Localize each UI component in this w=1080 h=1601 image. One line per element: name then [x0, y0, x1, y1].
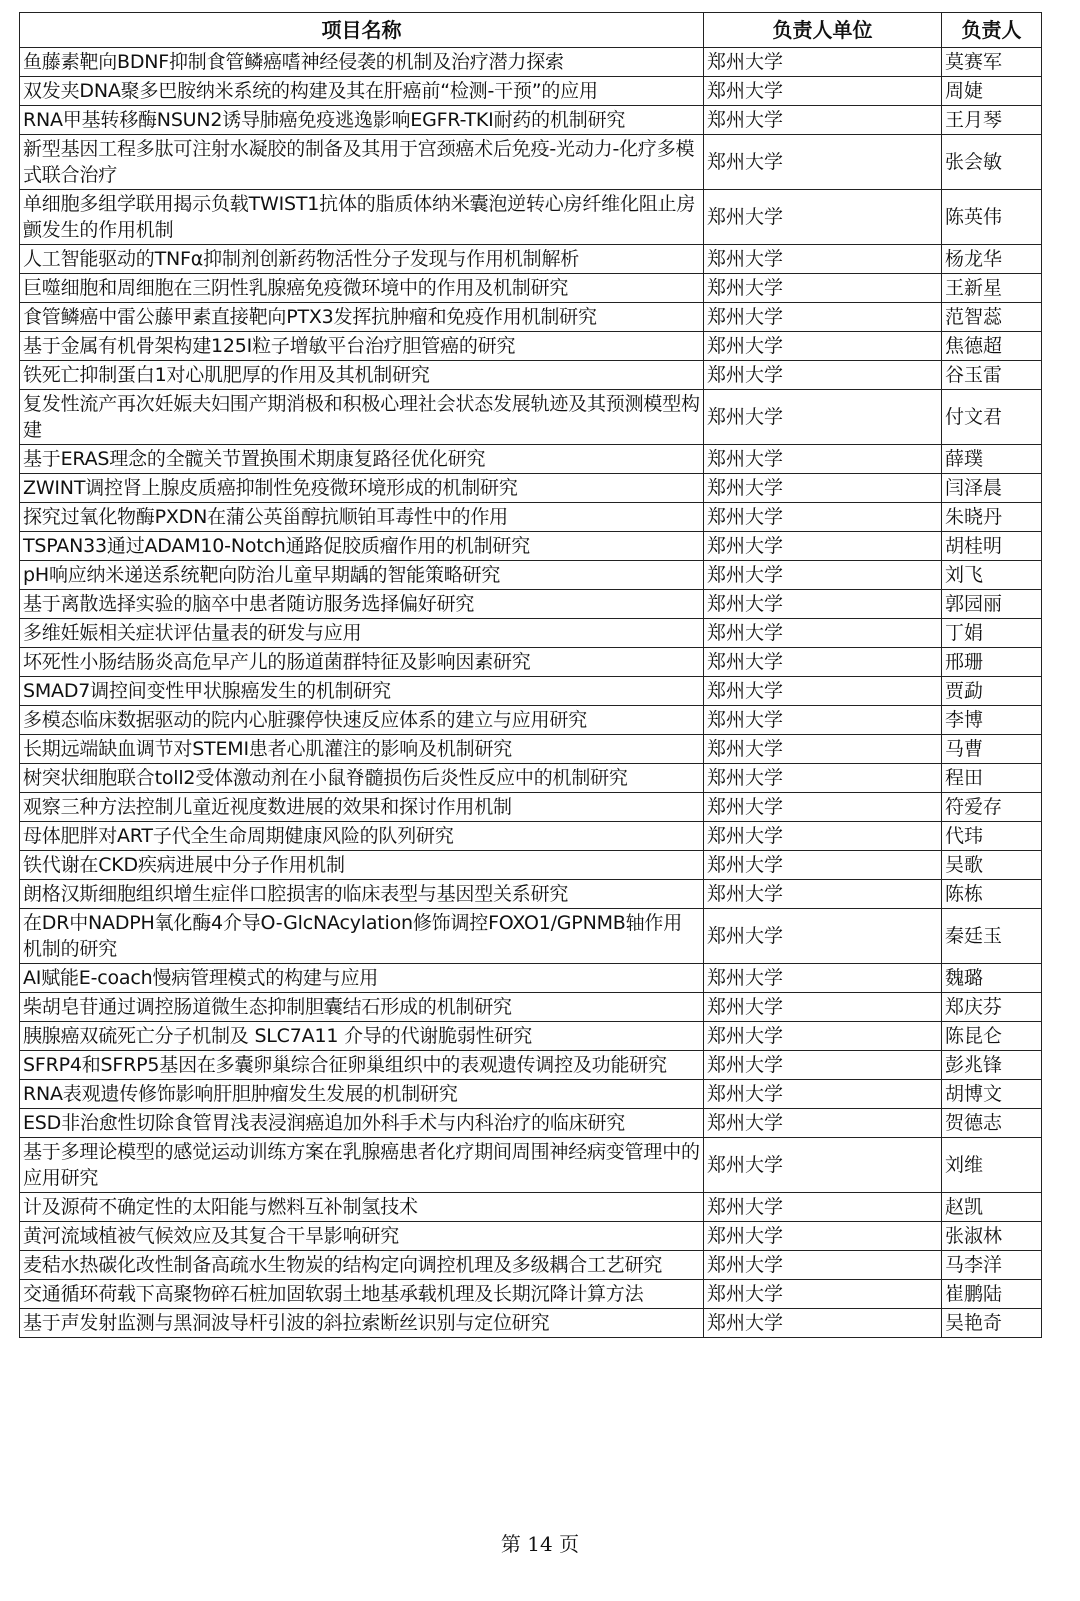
project-name-cell: 在DR中NADPH氧化酶4介导O-GlcNAcylation修饰调控FOXO1/GPNMB轴作用机制的研究 — [20, 909, 704, 964]
table-row — [20, 48, 1042, 77]
project-name-cell: RNA表观遗传修饰影响肝胆肿瘤发生发展的机制研究 — [20, 1080, 704, 1109]
unit-cell: 郑州大学 — [704, 77, 942, 106]
project-name-cell: 基于多理论模型的感觉运动训练方案在乳腺癌患者化疗期间周围神经病变管理中的应用研究 — [20, 1138, 704, 1193]
person-cell: 贺德志 — [942, 1109, 1042, 1138]
person-cell: 邢珊 — [942, 648, 1042, 677]
person-cell: 闫泽晨 — [942, 474, 1042, 503]
project-name-cell: 巨噬细胞和周细胞在三阴性乳腺癌免疫微环境中的作用及机制研究 — [20, 274, 704, 303]
table-row — [20, 135, 1042, 190]
unit-cell: 郑州大学 — [704, 303, 942, 332]
person-cell: 莫赛军 — [942, 48, 1042, 77]
unit-cell: 郑州大学 — [704, 1193, 942, 1222]
person-cell: 周婕 — [942, 77, 1042, 106]
table-row — [20, 993, 1042, 1022]
person-cell: 魏璐 — [942, 964, 1042, 993]
person-cell: 付文君 — [942, 390, 1042, 445]
table-row — [20, 561, 1042, 590]
unit-cell: 郑州大学 — [704, 1222, 942, 1251]
project-name-cell: 多模态临床数据驱动的院内心脏骤停快速反应体系的建立与应用研究 — [20, 706, 704, 735]
project-name-cell: 交通循环荷载下高聚物碎石桩加固软弱土地基承载机理及长期沉降计算方法 — [20, 1280, 704, 1309]
person-cell: 王新星 — [942, 274, 1042, 303]
table-row — [20, 1080, 1042, 1109]
unit-cell: 郑州大学 — [704, 361, 942, 390]
person-cell: 胡桂明 — [942, 532, 1042, 561]
person-cell: 薛璞 — [942, 445, 1042, 474]
person-cell: 吴艳奇 — [942, 1309, 1042, 1338]
person-cell: 赵凯 — [942, 1193, 1042, 1222]
project-name-cell: 双发夹DNA聚多巴胺纳米系统的构建及其在肝癌前“检测-干预”的应用 — [20, 77, 704, 106]
table-row — [20, 274, 1042, 303]
table-row — [20, 1193, 1042, 1222]
person-cell: 吴歌 — [942, 851, 1042, 880]
table-row — [20, 735, 1042, 764]
table-row — [20, 445, 1042, 474]
table-row — [20, 590, 1042, 619]
person-cell: 马曹 — [942, 735, 1042, 764]
project-name-cell: RNA甲基转移酶NSUN2诱导肺癌免疫逃逸影响EGFR-TKI耐药的机制研究 — [20, 106, 704, 135]
unit-cell: 郑州大学 — [704, 135, 942, 190]
table-row — [20, 390, 1042, 445]
unit-cell: 郑州大学 — [704, 1309, 942, 1338]
unit-cell: 郑州大学 — [704, 851, 942, 880]
project-name-cell: 铁代谢在CKD疾病进展中分子作用机制 — [20, 851, 704, 880]
unit-cell: 郑州大学 — [704, 503, 942, 532]
table-row — [20, 1022, 1042, 1051]
project-name-cell: 胰腺癌双硫死亡分子机制及 SLC7A11 介导的代谢脆弱性研究 — [20, 1022, 704, 1051]
project-name-cell: 鱼藤素靶向BDNF抑制食管鳞癌嗜神经侵袭的机制及治疗潜力探索 — [20, 48, 704, 77]
unit-cell: 郑州大学 — [704, 880, 942, 909]
person-cell: 程田 — [942, 764, 1042, 793]
unit-cell: 郑州大学 — [704, 445, 942, 474]
table-row — [20, 706, 1042, 735]
project-name-cell: 树突状细胞联合toll2受体激动剂在小鼠脊髓损伤后炎性反应中的机制研究 — [20, 764, 704, 793]
table-row — [20, 851, 1042, 880]
unit-cell: 郑州大学 — [704, 390, 942, 445]
table-row — [20, 619, 1042, 648]
unit-cell: 郑州大学 — [704, 764, 942, 793]
person-cell: 代玮 — [942, 822, 1042, 851]
project-name-cell: 母体肥胖对ART子代全生命周期健康风险的队列研究 — [20, 822, 704, 851]
unit-cell: 郑州大学 — [704, 993, 942, 1022]
unit-cell: 郑州大学 — [704, 1022, 942, 1051]
project-name-cell: 基于声发射监测与黑洞波导杆引波的斜拉索断丝识别与定位研究 — [20, 1309, 704, 1338]
project-table — [19, 12, 1042, 1338]
person-cell: 陈英伟 — [942, 190, 1042, 245]
project-name-cell: 长期远端缺血调节对STEMI患者心肌灌注的影响及机制研究 — [20, 735, 704, 764]
unit-cell: 郑州大学 — [704, 245, 942, 274]
table-row — [20, 1309, 1042, 1338]
header-project-name: 项目名称 — [20, 13, 704, 48]
project-name-cell: 麦秸水热碳化改性制备高疏水生物炭的结构定向调控机理及多级耦合工艺研究 — [20, 1251, 704, 1280]
unit-cell: 郑州大学 — [704, 1138, 942, 1193]
table-row — [20, 964, 1042, 993]
person-cell: 贾勐 — [942, 677, 1042, 706]
person-cell: 胡博文 — [942, 1080, 1042, 1109]
unit-cell: 郑州大学 — [704, 274, 942, 303]
person-cell: 马李洋 — [942, 1251, 1042, 1280]
unit-cell: 郑州大学 — [704, 48, 942, 77]
unit-cell: 郑州大学 — [704, 677, 942, 706]
project-name-cell: SFRP4和SFRP5基因在多囊卵巢综合征卵巢组织中的表观遗传调控及功能研究 — [20, 1051, 704, 1080]
unit-cell: 郑州大学 — [704, 532, 942, 561]
unit-cell: 郑州大学 — [704, 822, 942, 851]
person-cell: 郭园丽 — [942, 590, 1042, 619]
unit-cell: 郑州大学 — [704, 1280, 942, 1309]
unit-cell: 郑州大学 — [704, 332, 942, 361]
person-cell: 陈昆仑 — [942, 1022, 1042, 1051]
unit-cell: 郑州大学 — [704, 190, 942, 245]
person-cell: 李博 — [942, 706, 1042, 735]
unit-cell: 郑州大学 — [704, 590, 942, 619]
table-row — [20, 1280, 1042, 1309]
person-cell: 范智蕊 — [942, 303, 1042, 332]
table-row — [20, 764, 1042, 793]
project-name-cell: 人工智能驱动的TNFα抑制剂创新药物活性分子发现与作用机制解析 — [20, 245, 704, 274]
page-number: 第 14 页 — [500, 1532, 580, 1556]
table-row — [20, 677, 1042, 706]
project-name-cell: ZWINT调控肾上腺皮质癌抑制性免疫微环境形成的机制研究 — [20, 474, 704, 503]
table-header-row — [20, 13, 1042, 48]
unit-cell: 郑州大学 — [704, 648, 942, 677]
project-name-cell: 单细胞多组学联用揭示负载TWIST1抗体的脂质体纳米囊泡逆转心房纤维化阻止房颤发生的作用机制 — [20, 190, 704, 245]
project-name-cell: 柴胡皂苷通过调控肠道微生态抑制胆囊结石形成的机制研究 — [20, 993, 704, 1022]
person-cell: 张会敏 — [942, 135, 1042, 190]
person-cell: 张淑林 — [942, 1222, 1042, 1251]
person-cell: 符爱存 — [942, 793, 1042, 822]
project-name-cell: 黄河流域植被气候效应及其复合干旱影响研究 — [20, 1222, 704, 1251]
unit-cell: 郑州大学 — [704, 474, 942, 503]
table-row — [20, 77, 1042, 106]
project-name-cell: 朗格汉斯细胞组织增生症伴口腔损害的临床表型与基因型关系研究 — [20, 880, 704, 909]
project-name-cell: 观察三种方法控制儿童近视度数进展的效果和探讨作用机制 — [20, 793, 704, 822]
unit-cell: 郑州大学 — [704, 561, 942, 590]
person-cell: 王月琴 — [942, 106, 1042, 135]
table-row — [20, 1251, 1042, 1280]
project-name-cell: 坏死性小肠结肠炎高危早产儿的肠道菌群特征及影响因素研究 — [20, 648, 704, 677]
project-name-cell: TSPAN33通过ADAM10-Notch通路促胶质瘤作用的机制研究 — [20, 532, 704, 561]
unit-cell: 郑州大学 — [704, 106, 942, 135]
unit-cell: 郑州大学 — [704, 1109, 942, 1138]
project-name-cell: 基于离散选择实验的脑卒中患者随访服务选择偏好研究 — [20, 590, 704, 619]
project-name-cell: 基于ERAS理念的全髋关节置换围术期康复路径优化研究 — [20, 445, 704, 474]
person-cell: 刘飞 — [942, 561, 1042, 590]
project-name-cell: 探究过氧化物酶PXDN在蒲公英甾醇抗顺铂耳毒性中的作用 — [20, 503, 704, 532]
unit-cell: 郑州大学 — [704, 735, 942, 764]
unit-cell: 郑州大学 — [704, 1051, 942, 1080]
table-row — [20, 1222, 1042, 1251]
unit-cell: 郑州大学 — [704, 909, 942, 964]
table-row — [20, 1051, 1042, 1080]
unit-cell: 郑州大学 — [704, 793, 942, 822]
project-name-cell: pH响应纳米递送系统靶向防治儿童早期龋的智能策略研究 — [20, 561, 704, 590]
person-cell: 谷玉雷 — [942, 361, 1042, 390]
table-row — [20, 793, 1042, 822]
project-name-cell: SMAD7调控间变性甲状腺癌发生的机制研究 — [20, 677, 704, 706]
unit-cell: 郑州大学 — [704, 964, 942, 993]
project-name-cell: ESD非治愈性切除食管胃浅表浸润癌追加外科手术与内科治疗的临床研究 — [20, 1109, 704, 1138]
table-row — [20, 106, 1042, 135]
table-row — [20, 503, 1042, 532]
unit-cell: 郑州大学 — [704, 619, 942, 648]
table-row — [20, 190, 1042, 245]
table-row — [20, 474, 1042, 503]
unit-cell: 郑州大学 — [704, 706, 942, 735]
person-cell: 陈栋 — [942, 880, 1042, 909]
project-name-cell: AI赋能E-coach慢病管理模式的构建与应用 — [20, 964, 704, 993]
person-cell: 朱晓丹 — [942, 503, 1042, 532]
table-row — [20, 822, 1042, 851]
table-row — [20, 245, 1042, 274]
unit-cell: 郑州大学 — [704, 1251, 942, 1280]
table-row — [20, 880, 1042, 909]
project-name-cell: 新型基因工程多肽可注射水凝胶的制备及其用于宫颈癌术后免疫-光动力-化疗多模式联合治疗 — [20, 135, 704, 190]
project-name-cell: 铁死亡抑制蛋白1对心肌肥厚的作用及其机制研究 — [20, 361, 704, 390]
table-row — [20, 909, 1042, 964]
table-row — [20, 648, 1042, 677]
person-cell: 郑庆芬 — [942, 993, 1042, 1022]
table-row — [20, 532, 1042, 561]
project-name-cell: 复发性流产再次妊娠夫妇围产期消极和积极心理社会状态发展轨迹及其预测模型构建 — [20, 390, 704, 445]
person-cell: 崔鹏陆 — [942, 1280, 1042, 1309]
project-name-cell: 食管鳞癌中雷公藤甲素直接靶向PTX3发挥抗肿瘤和免疫作用机制研究 — [20, 303, 704, 332]
table-row — [20, 332, 1042, 361]
project-name-cell: 计及源荷不确定性的太阳能与燃料互补制氢技术 — [20, 1193, 704, 1222]
table-body — [20, 48, 1042, 1338]
unit-cell: 郑州大学 — [704, 1080, 942, 1109]
person-cell: 彭兆锋 — [942, 1051, 1042, 1080]
person-cell: 刘维 — [942, 1138, 1042, 1193]
person-cell: 丁娟 — [942, 619, 1042, 648]
project-name-cell: 多维妊娠相关症状评估量表的研发与应用 — [20, 619, 704, 648]
person-cell: 杨龙华 — [942, 245, 1042, 274]
header-unit: 负责人单位 — [704, 13, 942, 48]
project-name-cell: 基于金属有机骨架构建125I粒子增敏平台治疗胆管癌的研究 — [20, 332, 704, 361]
table-row — [20, 1109, 1042, 1138]
table-row — [20, 303, 1042, 332]
header-person: 负责人 — [942, 13, 1042, 48]
table-row — [20, 361, 1042, 390]
person-cell: 焦德超 — [942, 332, 1042, 361]
person-cell: 秦廷玉 — [942, 909, 1042, 964]
table-row — [20, 1138, 1042, 1193]
